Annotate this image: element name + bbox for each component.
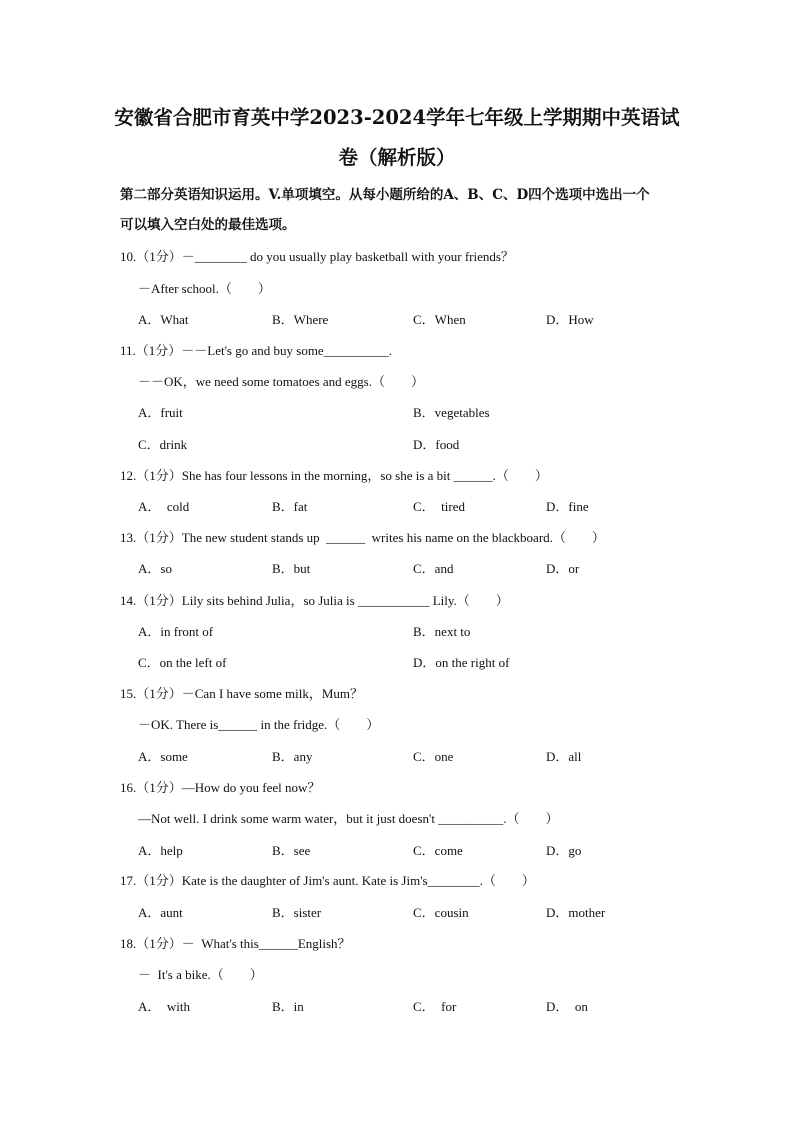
question-11-option-d: D．food bbox=[413, 437, 460, 452]
question-18-stem: 18.（1分）－ What's this______English？ bbox=[120, 936, 351, 951]
question-15-option-a: A．some bbox=[138, 749, 188, 764]
question-17-option-a: A．aunt bbox=[138, 905, 183, 920]
exam-title-line1: 安徽省合肥市育英中学2023-2024学年七年级上学期期中英语试 bbox=[114, 106, 680, 129]
question-14-option-b: B．next to bbox=[413, 624, 471, 639]
question-17-option-c: C．cousin bbox=[413, 905, 469, 920]
section-instruction-line1: 第二部分英语知识运用。V.单项填空。从每小题所给的A、B、C、D四个选项中选出一个 bbox=[120, 187, 650, 203]
question-17-option-b: B．sister bbox=[272, 905, 322, 920]
question-14-option-c: C．on the left of bbox=[138, 655, 227, 670]
question-10-stem: 10.（1分）－________ do you usually play basketball with your friends？ bbox=[120, 249, 514, 264]
question-10-option-c: C．When bbox=[413, 312, 466, 327]
question-12-option-c: C． tired bbox=[413, 499, 465, 514]
question-16-option-b: B．see bbox=[272, 843, 311, 858]
question-13-option-b: B．but bbox=[272, 561, 311, 576]
question-10-option-a: A．What bbox=[138, 312, 189, 327]
question-16-option-d: D．go bbox=[546, 843, 582, 858]
question-11-option-b: B．vegetables bbox=[413, 405, 490, 420]
question-14-stem: 14.（1分）Lily sits behind Julia，so Julia is ___________ Lily.（ ） bbox=[120, 593, 509, 608]
question-11-option-c: C．drink bbox=[138, 437, 188, 452]
question-18-line2: － It's a bike.（ ） bbox=[138, 967, 263, 982]
question-17-option-d: D．mother bbox=[546, 905, 606, 920]
question-16-option-c: C．come bbox=[413, 843, 463, 858]
question-10-line2: －After school.（ ） bbox=[138, 281, 271, 296]
question-10-option-b: B．Where bbox=[272, 312, 329, 327]
question-11-option-a: A．fruit bbox=[138, 405, 183, 420]
question-15-option-c: C．one bbox=[413, 749, 454, 764]
question-18-option-c: C． for bbox=[413, 999, 457, 1014]
question-18-option-b: B．in bbox=[272, 999, 304, 1014]
question-15-option-d: D．all bbox=[546, 749, 582, 764]
question-16-option-a: A．help bbox=[138, 843, 183, 858]
question-17-stem: 17.（1分）Kate is the daughter of Jim's aunt. Kate is Jim's________.（ ） bbox=[120, 873, 535, 888]
question-13-option-d: D．or bbox=[546, 561, 580, 576]
question-15-option-b: B．any bbox=[272, 749, 313, 764]
question-12-option-d: D．fine bbox=[546, 499, 589, 514]
question-13-option-a: A．so bbox=[138, 561, 172, 576]
question-16-line2: —Not well. I drink some warm water，but it just doesn't __________.（ ） bbox=[138, 811, 559, 826]
question-18-option-a: A． with bbox=[138, 999, 191, 1014]
question-11-line2: －－OK，we need some tomatoes and eggs.（ ） bbox=[138, 374, 424, 389]
exam-title-line2: 卷（解析版） bbox=[338, 146, 456, 169]
question-10-option-d: D．How bbox=[546, 312, 594, 327]
question-18-option-d: D． on bbox=[546, 999, 588, 1014]
question-14-option-d: D．on the right of bbox=[413, 655, 510, 670]
section-instruction-line2: 可以填入空白处的最佳选项。 bbox=[120, 217, 296, 233]
question-16-stem: 16.（1分）—How do you feel now？ bbox=[120, 780, 321, 795]
question-11-stem: 11.（1分）－－Let's go and buy some__________. bbox=[120, 343, 392, 358]
question-15-stem: 15.（1分）－Can I have some milk，Mum？ bbox=[120, 686, 364, 701]
question-12-option-b: B．fat bbox=[272, 499, 308, 514]
question-15-line2: －OK. There is______ in the fridge.（ ） bbox=[138, 717, 380, 732]
question-12-stem: 12.（1分）She has four lessons in the morning，so she is a bit ______.（ ） bbox=[120, 468, 548, 483]
question-13-stem: 13.（1分）The new student stands up ______ writes his name on the blackboard.（ ） bbox=[120, 530, 605, 545]
question-14-option-a: A．in front of bbox=[138, 624, 214, 639]
question-12-option-a: A． cold bbox=[138, 499, 190, 514]
question-13-option-c: C．and bbox=[413, 561, 454, 576]
